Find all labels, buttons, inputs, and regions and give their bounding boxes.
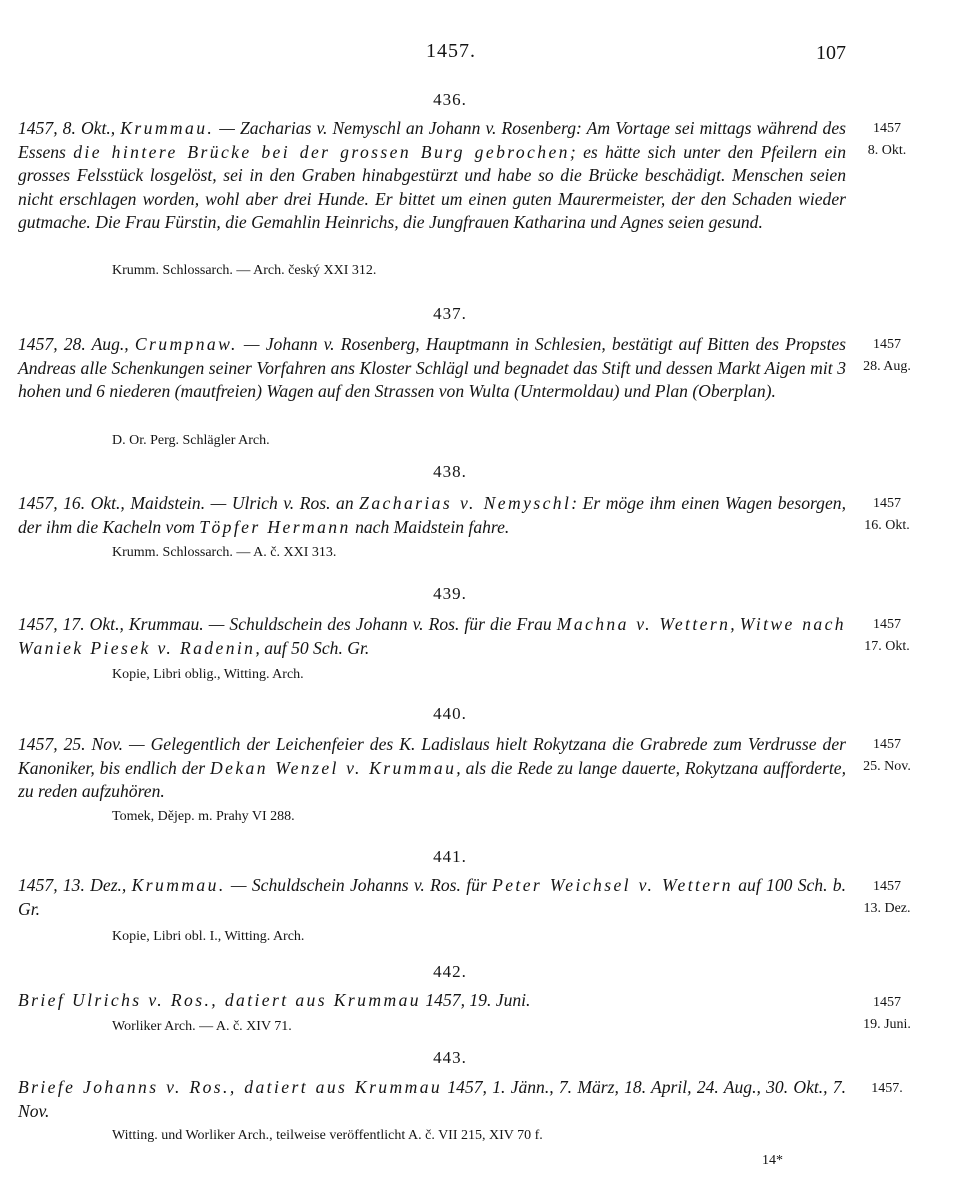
margin-date-436 (852, 118, 922, 162)
margin-day: 17. Okt. (864, 639, 910, 654)
entry-date: 1457, 1. Jänn., 7. März, 18. April, 24. Aug., 30. Okt., 7. Nov. (18, 1077, 846, 1121)
entry-number-436: 436. (433, 90, 467, 109)
entry-date: 1457, 13. Dez., (18, 875, 132, 895)
entry-text-436 (18, 117, 846, 235)
margin-date-440 (852, 734, 922, 778)
entry-date: 1457, 28. Aug., (18, 334, 135, 354)
signature-mark: 14* (762, 1153, 783, 1168)
margin-year: 1457. (871, 1081, 903, 1096)
entry-source-436: Krumm. Schlossarch. — Arch. český XXI 312. (112, 263, 377, 278)
margin-year: 1457 (873, 737, 901, 752)
entry-source-439: Kopie, Libri oblig., Witting. Arch. (112, 667, 304, 682)
entry-place: Krummau. (131, 875, 226, 895)
entry-body-spaced: Dekan Wenzel v. Krummau (210, 757, 457, 778)
margin-day: 28. Aug. (863, 359, 911, 374)
entry-number-441: 441. (433, 847, 467, 866)
entry-body: , (730, 614, 740, 634)
entry-date: 1457, 25. Nov. — Gelegentlich der Leichenfeier des K. Ladislaus hielt Rokytzana die Grabrede zum Verdrusse der Kanoniker, bis endlich der (18, 734, 846, 778)
margin-day: 8. Okt. (867, 143, 907, 158)
margin-date-443 (852, 1078, 922, 1100)
entry-place: Crumpnaw. (134, 334, 238, 354)
margin-year: 1457 (873, 617, 901, 632)
entry-text-437 (18, 333, 846, 404)
entry-body: : Er möge ihm einen Wagen besorgen, der ihm die Kacheln vom (18, 493, 846, 537)
entry-text-442 (18, 989, 846, 1013)
entry-body-spaced: Peter Weichsel v. Wettern (492, 875, 733, 895)
entry-source-440: Tomek, Dějep. m. Prahy VI 288. (112, 809, 295, 824)
margin-date-442 (852, 992, 922, 1036)
entry-body-continued: ; es hätte sich unter den Pfeilern ein grosses Felsstück losgelöst, sei in den Graben hinabgestürzt und habe so die Brücke beschädigt. Menschen seien nicht erschlagen worden, wohl aber drei Hunde. Er bittet um einen guten Maurermeister, der den Schaden wieder gutmache. Die Frau Fürstin, die Gemahlin Heinrichs, die Jungfrauen Katharina und Agnes seien gesund. (18, 141, 846, 233)
entry-text-440 (18, 733, 846, 804)
entry-source-443: Witting. und Worliker Arch., teilweise veröffentlicht A. č. VII 215, XIV 70 f. (112, 1128, 543, 1143)
entry-date: 1457, 8. Okt., (18, 118, 121, 138)
entry-body-continued: , auf 50 Sch. Gr. (255, 637, 370, 658)
entry-body: — Johann v. Rosenberg, Hauptmann in Schlesien, bestätigt auf Bitten des Propstes Andreas alle Schenkungen seiner Vorfahren ans Kloster Schlägl und begnadet das Stift und dessen Markt Aigen mit 3 hohen und 6 niederen (mautfreien) Wagen auf den Strassen von Wulta (Untermoldau) und Plan (Oberplan). (18, 334, 846, 402)
margin-year: 1457 (873, 496, 901, 511)
entry-date: 1457, 16. Okt., Maidstein. — Ulrich v. Ros. an (18, 493, 360, 513)
entry-source-438: Krumm. Schlossarch. — A. č. XXI 313. (112, 545, 337, 560)
entry-number-440: 440. (433, 704, 467, 723)
entry-number-443: 443. (433, 1048, 467, 1067)
entry-source-437: D. Or. Perg. Schlägler Arch. (112, 433, 270, 448)
page-number: 107 (816, 42, 846, 64)
entry-number-439: 439. (433, 584, 467, 603)
entry-text-443 (18, 1076, 846, 1123)
entry-body-spaced: die hintere Brücke bei der grossen Burg gebrochen (73, 141, 570, 162)
entry-text-441 (18, 874, 846, 921)
entry-body-spaced: Briefe Johanns v. Ros., datiert aus Krummau (18, 1077, 443, 1097)
margin-day: 19. Juni. (863, 1017, 911, 1032)
margin-year: 1457 (873, 337, 901, 352)
margin-date-438 (852, 493, 922, 537)
margin-date-439 (852, 614, 922, 658)
entry-number-438: 438. (433, 462, 467, 481)
margin-date-437 (852, 334, 922, 378)
entry-body: — Zacharias v. Nemyschl an Johann v. Rosenberg: Am Vortage sei mittags während des Essens (18, 118, 846, 162)
entry-body-continued: nach Maidstein fahre. (350, 516, 510, 537)
entry-body-continued: , als die Rede zu lange dauerte, Rokytzana aufforderte, zu reden aufzuhören. (18, 757, 846, 802)
entry-number-442: 442. (433, 962, 467, 981)
margin-day: 16. Okt. (864, 518, 910, 533)
entry-source-441: Kopie, Libri obl. I., Witting. Arch. (112, 929, 305, 944)
entry-source-442: Worliker Arch. — A. č. XIV 71. (112, 1019, 292, 1034)
entry-body-spaced: Machna v. Wettern (556, 614, 731, 634)
margin-year: 1457 (873, 879, 901, 894)
margin-year: 1457 (873, 995, 901, 1010)
entry-date: 1457, 19. Juni. (420, 990, 531, 1010)
entry-text-438 (18, 492, 846, 539)
entry-body-continued: auf 100 Sch. b. Gr. (18, 875, 846, 919)
margin-day: 13. Dez. (863, 901, 911, 916)
margin-year: 1457 (873, 121, 901, 136)
entry-body-spaced: Zacharias v. Nemyschl (359, 493, 572, 513)
entry-text-439 (18, 613, 846, 660)
running-head-year: 1457. (426, 40, 476, 62)
entry-date: 1457, 17. Okt., Krummau. — Schuldschein des Johann v. Ros. für die Frau (18, 614, 557, 634)
margin-date-441 (852, 876, 922, 920)
entry-number-437: 437. (433, 304, 467, 323)
entry-place: Krummau. (120, 118, 215, 138)
entry-body-spaced: Brief Ulrichs v. Ros., datiert aus Krummau (18, 990, 421, 1010)
entry-body-spaced-2: Witwe nach Waniek Piesek v. Radenin (18, 614, 846, 658)
entry-body: — Schuldschein Johanns v. Ros. für (225, 875, 493, 895)
margin-day: 25. Nov. (863, 759, 911, 774)
entry-body-spaced-2: Töpfer Hermann (199, 516, 351, 537)
